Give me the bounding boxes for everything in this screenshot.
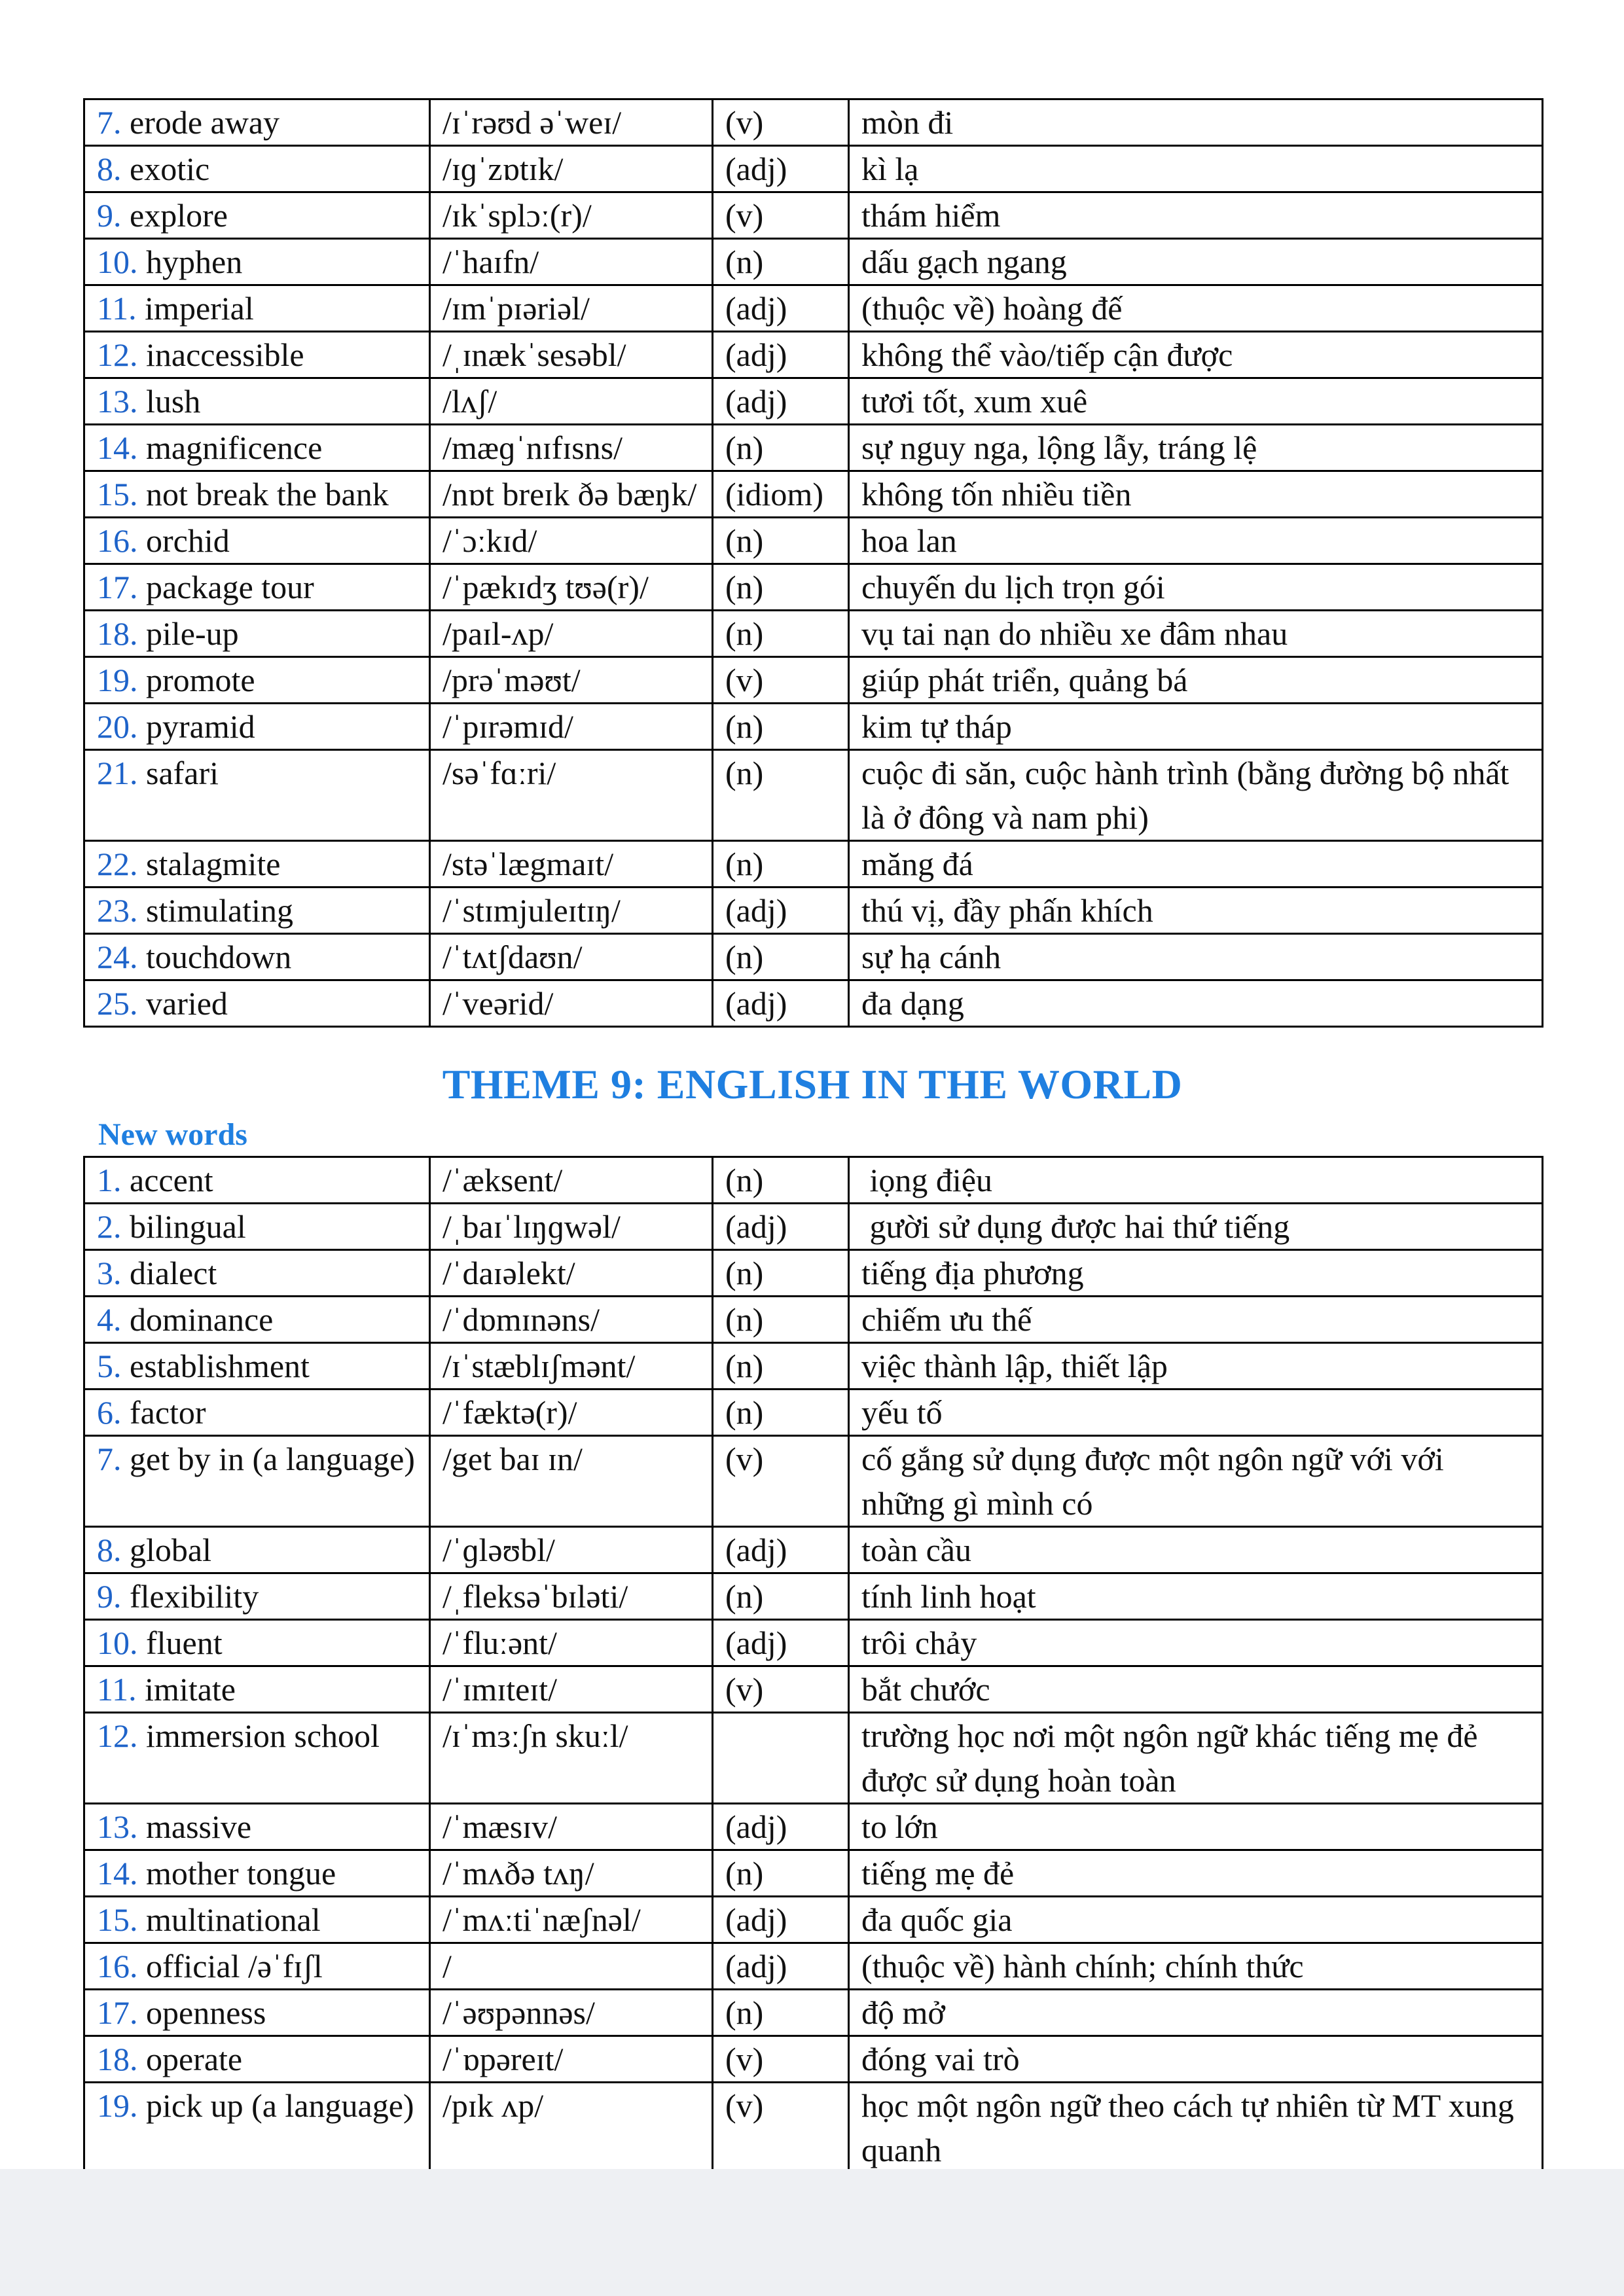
theme-title: THEME 9: ENGLISH IN THE WORLD [442, 1061, 1183, 1107]
word-cell [84, 1527, 430, 1573]
entry-word: pile-up [146, 615, 239, 652]
word-cell [84, 750, 430, 841]
vocab-row [84, 1804, 1543, 1850]
vocab-row [84, 1943, 1543, 1990]
part-of-speech-cell [713, 1713, 849, 1804]
meaning-cell: không tốn nhiều tiền [849, 471, 1543, 518]
entry-word: dialect [130, 1255, 217, 1291]
ipa-cell: /ˈɪmɪteɪt/ [430, 1666, 713, 1713]
meaning-cell: kim tự tháp [849, 704, 1543, 750]
vocab-row [84, 1297, 1543, 1343]
meaning-cell: việc thành lập, thiết lập [849, 1343, 1543, 1390]
entry-word: varied [146, 985, 228, 1022]
entry-word: massive [146, 1808, 252, 1845]
meaning-cell: thú vị, đầy phấn khích [849, 888, 1543, 934]
vocab-row [84, 564, 1543, 611]
entry-word: immersion school [146, 1717, 380, 1754]
meaning-cell: chiếm ưu thế [849, 1297, 1543, 1343]
meaning-cell: tươi tốt, xum xuê [849, 378, 1543, 425]
word-cell [84, 192, 430, 239]
vocab-row [84, 1157, 1543, 1204]
entry-word: flexibility [130, 1578, 259, 1615]
word-cell [84, 239, 430, 285]
word-cell [84, 1620, 430, 1666]
ipa-cell: /mæɡˈnɪfɪsns/ [430, 425, 713, 471]
word-cell [84, 657, 430, 704]
meaning-cell: to lớn [849, 1804, 1543, 1850]
entry-number: 15. [97, 476, 138, 512]
entry-number: 11. [97, 290, 137, 327]
ipa-cell: /səˈfɑːri/ [430, 750, 713, 841]
word-cell [84, 1666, 430, 1713]
meaning-cell: cuộc đi săn, cuộc hành trình (bằng đường bộ nhất là ở đông và nam phi) [849, 750, 1543, 841]
meaning-cell: kì lạ [849, 146, 1543, 192]
entry-number: 11. [97, 1671, 137, 1708]
ipa-cell: /ˈpɪrəmɪd/ [430, 704, 713, 750]
part-of-speech-cell: (adj) [713, 332, 849, 378]
ipa-cell: /ɪˈrəʊd əˈweɪ/ [430, 99, 713, 146]
meaning-cell: mòn đi [849, 99, 1543, 146]
word-cell [84, 332, 430, 378]
part-of-speech-cell: (n) [713, 611, 849, 657]
meaning-cell: toàn cầu [849, 1527, 1543, 1573]
part-of-speech-cell: (n) [713, 425, 849, 471]
ipa-cell: /ˈəʊpənnəs/ [430, 1990, 713, 2036]
entry-word: stalagmite [146, 846, 281, 882]
part-of-speech-cell: (v) [713, 2036, 849, 2083]
meaning-cell: dấu gạch ngang [849, 239, 1543, 285]
meaning-cell: hoa lan [849, 518, 1543, 564]
vocab-row [84, 285, 1543, 332]
ipa-cell: /prəˈməʊt/ [430, 657, 713, 704]
part-of-speech-cell: (adj) [713, 1943, 849, 1990]
vocab-row [84, 1390, 1543, 1436]
vocab-row [84, 750, 1543, 841]
entry-word: lush [146, 383, 201, 420]
part-of-speech-cell: (n) [713, 704, 849, 750]
ipa-cell: /ˈstɪmjuleɪtɪŋ/ [430, 888, 713, 934]
word-cell [84, 378, 430, 425]
part-of-speech-cell: (n) [713, 1990, 849, 2036]
entry-number: 17. [97, 1994, 138, 2031]
meaning-cell: giúp phát triển, quảng bá [849, 657, 1543, 704]
entry-word: magnificence [146, 429, 323, 466]
meaning-cell: độ mở [849, 1990, 1543, 2036]
entry-number: 7. [97, 104, 122, 141]
entry-word: stimulating [146, 892, 293, 929]
word-cell [84, 611, 430, 657]
part-of-speech-cell: (adj) [713, 888, 849, 934]
meaning-cell: gười sử dụng được hai thứ tiếng [849, 1204, 1543, 1250]
ipa-cell: /ˈtʌtʃdaʊn/ [430, 934, 713, 980]
word-cell [84, 1713, 430, 1804]
vocab-row [84, 99, 1543, 146]
part-of-speech-cell: (v) [713, 192, 849, 239]
word-cell [84, 1157, 430, 1204]
entry-number: 25. [97, 985, 138, 1022]
ipa-cell: /ˈmʌːtiˈnæʃnəl/ [430, 1897, 713, 1943]
part-of-speech-cell: (n) [713, 1390, 849, 1436]
meaning-cell: đa quốc gia [849, 1897, 1543, 1943]
entry-word: establishment [130, 1348, 310, 1384]
meaning-cell: yếu tố [849, 1390, 1543, 1436]
entry-word: operate [146, 2041, 243, 2077]
ipa-cell: /ˈdaɪəlekt/ [430, 1250, 713, 1297]
entry-word: hyphen [146, 243, 243, 280]
entry-number: 20. [97, 708, 138, 745]
entry-number: 5. [97, 1348, 122, 1384]
part-of-speech-cell: (v) [713, 99, 849, 146]
vocab-row [84, 146, 1543, 192]
word-cell [84, 934, 430, 980]
part-of-speech-cell: (n) [713, 1157, 849, 1204]
vocab-row [84, 841, 1543, 888]
entry-number: 2. [97, 1208, 122, 1245]
entry-number: 19. [97, 2087, 138, 2124]
entry-number: 13. [97, 1808, 138, 1845]
vocab-row [84, 1527, 1543, 1573]
part-of-speech-cell: (n) [713, 750, 849, 841]
meaning-cell: cố gắng sử dụng được một ngôn ngữ với với những gì mình có [849, 1436, 1543, 1527]
vocab-row [84, 239, 1543, 285]
meaning-cell: tiếng mẹ đẻ [849, 1850, 1543, 1897]
part-of-speech-cell: (v) [713, 657, 849, 704]
entry-number: 10. [97, 243, 138, 280]
entry-number: 8. [97, 1532, 122, 1568]
word-cell [84, 146, 430, 192]
entry-word: mother tongue [146, 1855, 336, 1892]
meaning-cell: sự nguy nga, lộng lẫy, tráng lệ [849, 425, 1543, 471]
part-of-speech-cell: (v) [713, 1666, 849, 1713]
entry-word: pyramid [146, 708, 255, 745]
ipa-cell: /ɪˈstæblɪʃmənt/ [430, 1343, 713, 1390]
entry-word: orchid [146, 522, 230, 559]
vocab-row [84, 980, 1543, 1027]
word-cell [84, 564, 430, 611]
meaning-cell: tính linh hoạt [849, 1573, 1543, 1620]
entry-number: 4. [97, 1301, 122, 1338]
meaning-cell: măng đá [849, 841, 1543, 888]
meaning-cell: không thể vào/tiếp cận được [849, 332, 1543, 378]
word-cell [84, 1343, 430, 1390]
word-cell [84, 1204, 430, 1250]
meaning-cell: bắt chước [849, 1666, 1543, 1713]
part-of-speech-cell: (adj) [713, 1620, 849, 1666]
vocab-row [84, 1850, 1543, 1897]
entry-word: get by in (a language) [130, 1441, 415, 1477]
vocab-row [84, 704, 1543, 750]
entry-number: 7. [97, 1441, 122, 1477]
entry-word: accent [130, 1162, 213, 1198]
vocab-table-theme-8 [83, 98, 1543, 1028]
entry-word: factor [130, 1394, 206, 1431]
entry-number: 3. [97, 1255, 122, 1291]
part-of-speech-cell: (adj) [713, 285, 849, 332]
entry-word: promote [146, 662, 255, 698]
entry-word: global [130, 1532, 211, 1568]
ipa-cell: /stəˈlægmaɪt/ [430, 841, 713, 888]
ipa-cell: /ˌbaɪˈlɪŋɡwəl/ [430, 1204, 713, 1250]
part-of-speech-cell: (adj) [713, 1527, 849, 1573]
ipa-cell: /nɒt breɪk ðə bæŋk/ [430, 471, 713, 518]
ipa-cell: /ˈdɒmɪnəns/ [430, 1297, 713, 1343]
entry-word: touchdown [146, 939, 292, 975]
entry-number: 14. [97, 429, 138, 466]
ipa-cell: / [430, 1943, 713, 1990]
ipa-cell: /get baɪ ɪn/ [430, 1436, 713, 1527]
part-of-speech-cell: (n) [713, 564, 849, 611]
entry-word: dominance [130, 1301, 274, 1338]
entry-word: openness [146, 1994, 266, 2031]
vocab-row [84, 1204, 1543, 1250]
word-cell [84, 1850, 430, 1897]
vocab-row [84, 1666, 1543, 1713]
ipa-cell: /ˈæksent/ [430, 1157, 713, 1204]
entry-number: 19. [97, 662, 138, 698]
meaning-cell: chuyến du lịch trọn gói [849, 564, 1543, 611]
ipa-cell: /ˌfleksəˈbɪləti/ [430, 1573, 713, 1620]
part-of-speech-cell: (adj) [713, 1204, 849, 1250]
vocab-row [84, 934, 1543, 980]
word-cell [84, 2036, 430, 2083]
part-of-speech-cell: (n) [713, 1573, 849, 1620]
word-cell [84, 888, 430, 934]
vocab-row [84, 1990, 1543, 2036]
meaning-cell: trường học nơi một ngôn ngữ khác tiếng mẹ đẻ được sử dụng hoàn toàn [849, 1713, 1543, 1804]
viewer-bottom-margin [0, 2169, 1624, 2296]
part-of-speech-cell: (idiom) [713, 471, 849, 518]
vocab-row [84, 471, 1543, 518]
ipa-cell: /ɪkˈsplɔː(r)/ [430, 192, 713, 239]
entry-number: 15. [97, 1901, 138, 1938]
vocab-row [84, 1620, 1543, 1666]
entry-number: 13. [97, 383, 138, 420]
ipa-cell: /ɪmˈpɪəriəl/ [430, 285, 713, 332]
word-cell [84, 1436, 430, 1527]
part-of-speech-cell: (n) [713, 841, 849, 888]
ipa-cell: /ˈfæktə(r)/ [430, 1390, 713, 1436]
part-of-speech-cell: (adj) [713, 146, 849, 192]
entry-number: 16. [97, 522, 138, 559]
vocab-row [84, 332, 1543, 378]
word-cell [84, 1943, 430, 1990]
meaning-cell: đóng vai trò [849, 2036, 1543, 2083]
word-cell [84, 425, 430, 471]
ipa-cell: /ˈhaɪfn/ [430, 239, 713, 285]
entry-word: not break the bank [146, 476, 389, 512]
word-cell [84, 99, 430, 146]
entry-word: fluent [146, 1624, 223, 1661]
part-of-speech-cell: (adj) [713, 378, 849, 425]
entry-number: 21. [97, 755, 138, 791]
word-cell [84, 1897, 430, 1943]
vocab-row [84, 1573, 1543, 1620]
entry-number: 17. [97, 569, 138, 605]
part-of-speech-cell: (n) [713, 1250, 849, 1297]
ipa-cell: /ˈpækɪdʒ tʊə(r)/ [430, 564, 713, 611]
vocab-row [84, 1436, 1543, 1527]
entry-word: multinational [146, 1901, 321, 1938]
word-cell [84, 704, 430, 750]
vocab-row [84, 425, 1543, 471]
vocab-row [84, 1713, 1543, 1804]
entry-word: inaccessible [146, 336, 304, 373]
entry-number: 9. [97, 197, 122, 234]
word-cell [84, 1573, 430, 1620]
ipa-cell: /ˈɒpəreɪt/ [430, 2036, 713, 2083]
meaning-cell: tiếng địa phương [849, 1250, 1543, 1297]
ipa-cell: /paɪl-ʌp/ [430, 611, 713, 657]
meaning-cell: thám hiểm [849, 192, 1543, 239]
word-cell [84, 285, 430, 332]
meaning-cell: sự hạ cánh [849, 934, 1543, 980]
vocab-table-theme-9 [83, 1156, 1543, 2174]
meaning-cell: iọng điệu [849, 1157, 1543, 1204]
meaning-cell: trôi chảy [849, 1620, 1543, 1666]
vocab-row [84, 611, 1543, 657]
entry-number: 16. [97, 1948, 138, 1984]
entry-number: 9. [97, 1578, 122, 1615]
entry-word: package tour [146, 569, 314, 605]
entry-word: official /əˈfɪʃl [146, 1948, 323, 1984]
meaning-cell: học một ngôn ngữ theo cách tự nhiên từ MT xung quanh [849, 2083, 1543, 2174]
entry-word: exotic [130, 151, 210, 187]
entry-number: 22. [97, 846, 138, 882]
entry-number: 14. [97, 1855, 138, 1892]
vocab-row [84, 192, 1543, 239]
entry-word: imperial [145, 290, 254, 327]
ipa-cell: /ˈɔːkɪd/ [430, 518, 713, 564]
word-cell [84, 980, 430, 1027]
entry-number: 18. [97, 2041, 138, 2077]
part-of-speech-cell: (n) [713, 934, 849, 980]
meaning-cell: (thuộc về) hoàng đế [849, 285, 1543, 332]
section-label: New words [98, 1117, 247, 1152]
part-of-speech-cell: (v) [713, 1436, 849, 1527]
word-cell [84, 471, 430, 518]
vocab-row [84, 1343, 1543, 1390]
word-cell [84, 1804, 430, 1850]
vocab-row [84, 1250, 1543, 1297]
vocab-row [84, 1897, 1543, 1943]
vocab-row [84, 2036, 1543, 2083]
ipa-cell: /ɪˈmɜːʃn skuːl/ [430, 1713, 713, 1804]
entry-number: 18. [97, 615, 138, 652]
part-of-speech-cell: (v) [713, 2083, 849, 2174]
part-of-speech-cell: (adj) [713, 980, 849, 1027]
word-cell [84, 1297, 430, 1343]
part-of-speech-cell: (n) [713, 239, 849, 285]
vocab-row [84, 378, 1543, 425]
entry-word: safari [146, 755, 219, 791]
ipa-cell: /ˈveərid/ [430, 980, 713, 1027]
ipa-cell: /lʌʃ/ [430, 378, 713, 425]
word-cell [84, 1990, 430, 2036]
ipa-cell: /ˈmæsɪv/ [430, 1804, 713, 1850]
word-cell [84, 841, 430, 888]
word-cell [84, 518, 430, 564]
ipa-cell: /ˈmʌðə tʌŋ/ [430, 1850, 713, 1897]
entry-word: bilingual [130, 1208, 246, 1245]
ipa-cell: /ˌɪnækˈsesəbl/ [430, 332, 713, 378]
word-cell [84, 2083, 430, 2174]
entry-word: imitate [145, 1671, 236, 1708]
vocab-row [84, 888, 1543, 934]
entry-number: 23. [97, 892, 138, 929]
entry-word: pick up (a language) [146, 2087, 414, 2124]
meaning-cell: vụ tai nạn do nhiều xe đâm nhau [849, 611, 1543, 657]
ipa-cell: /ˈɡləʊbl/ [430, 1527, 713, 1573]
entry-number: 12. [97, 1717, 138, 1754]
vocab-row [84, 518, 1543, 564]
entry-number: 12. [97, 336, 138, 373]
vocab-row [84, 657, 1543, 704]
part-of-speech-cell: (n) [713, 1850, 849, 1897]
entry-word: explore [130, 197, 228, 234]
entry-number: 1. [97, 1162, 122, 1198]
entry-word: erode away [130, 104, 280, 141]
meaning-cell: (thuộc về) hành chính; chính thức [849, 1943, 1543, 1990]
entry-number: 6. [97, 1394, 122, 1431]
part-of-speech-cell: (n) [713, 1343, 849, 1390]
entry-number: 10. [97, 1624, 138, 1661]
meaning-cell: đa dạng [849, 980, 1543, 1027]
part-of-speech-cell: (n) [713, 1297, 849, 1343]
part-of-speech-cell: (n) [713, 518, 849, 564]
part-of-speech-cell: (adj) [713, 1897, 849, 1943]
entry-number: 8. [97, 151, 122, 187]
word-cell [84, 1390, 430, 1436]
ipa-cell: /ɪɡˈzɒtɪk/ [430, 146, 713, 192]
vocab-row [84, 2083, 1543, 2174]
ipa-cell: /ˈfluːənt/ [430, 1620, 713, 1666]
word-cell [84, 1250, 430, 1297]
part-of-speech-cell: (adj) [713, 1804, 849, 1850]
entry-number: 24. [97, 939, 138, 975]
ipa-cell: /pɪk ʌp/ [430, 2083, 713, 2174]
